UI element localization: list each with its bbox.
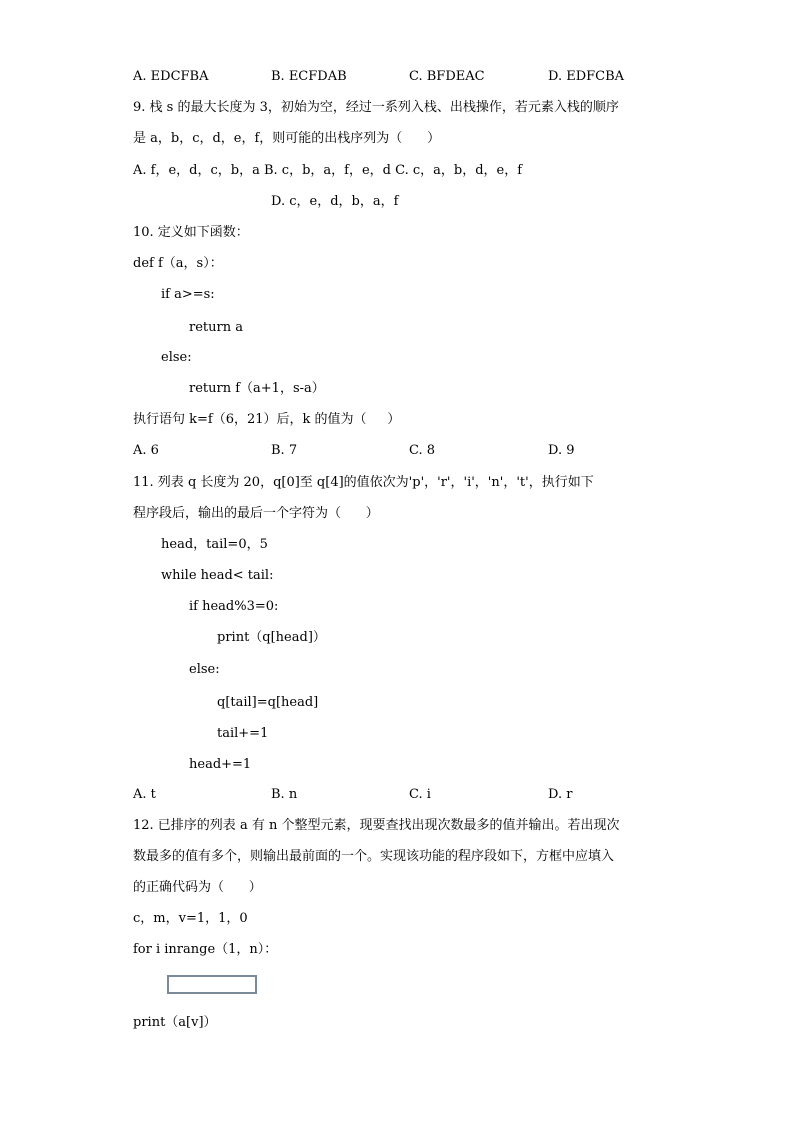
q12-stem-line2: 数最多的值有多个，则输出最前面的一个。实现该功能的程序段如下，方框中应填入 bbox=[133, 849, 615, 864]
q8-option-d: D. EDFCBA bbox=[548, 69, 625, 84]
q10-question: 执行语句 k=f（6，21）后，k 的值为（ ） bbox=[133, 412, 401, 427]
q9-option-d: D. c，e，d，b，a，f bbox=[271, 194, 399, 209]
q11-option-b: B. n bbox=[271, 787, 298, 802]
q10-option-d: D. 9 bbox=[548, 443, 575, 458]
q12-stem-line3: 的正确代码为（ ） bbox=[133, 880, 262, 895]
q11-code-line4: print（q[head]） bbox=[217, 630, 326, 645]
q11-stem-line1: 11. 列表 q 长度为 20，q[0]至 q[4]的值依次为'p'，'r'，'i'，'n'，'t'，执行如下 bbox=[133, 475, 594, 490]
q10-option-a: A. 6 bbox=[133, 443, 159, 458]
q10-stem: 10. 定义如下函数： bbox=[133, 225, 249, 240]
q11-option-a: A. t bbox=[133, 787, 156, 802]
q11-option-c: C. i bbox=[409, 787, 431, 802]
q12-code-line2: for i inrange（1，n）： bbox=[133, 942, 278, 957]
q10-option-b: B. 7 bbox=[271, 443, 298, 458]
q10-option-c: C. 8 bbox=[409, 443, 436, 458]
q11-code-line5: else: bbox=[189, 662, 220, 677]
q12-code-line1: c，m，v=1，1，0 bbox=[133, 911, 248, 926]
q9-stem-line1: 9. 栈 s 的最大长度为 3，初始为空，经过一系列入栈、出栈操作，若元素入栈的顺序 bbox=[133, 100, 619, 115]
q8-option-b: B. ECFDAB bbox=[271, 69, 347, 84]
q10-code-line2: if a>=s: bbox=[161, 287, 215, 302]
q11-code-line6: q[tail]=q[head] bbox=[217, 695, 319, 710]
q9-stem-line2: 是 a，b，c，d，e，f，则可能的出栈序列为（ ） bbox=[133, 131, 441, 146]
answer-blank-box bbox=[167, 975, 257, 994]
q10-code-line4: else: bbox=[161, 350, 192, 365]
q11-code-line1: head，tail=0，5 bbox=[161, 537, 268, 552]
q11-code-line7: tail+=1 bbox=[217, 726, 269, 741]
q10-code-line3: return a bbox=[189, 320, 243, 335]
q10-code-line5: return f（a+1，s-a） bbox=[189, 381, 325, 396]
q10-code-line1: def f（a，s）： bbox=[133, 256, 223, 271]
q8-option-a: A. EDCFBA bbox=[133, 69, 209, 84]
q12-code-line3: print（a[v]） bbox=[133, 1015, 217, 1030]
q8-option-c: C. BFDEAC bbox=[409, 69, 485, 84]
q11-option-d: D. r bbox=[548, 787, 573, 802]
q12-stem-line1: 12. 已排序的列表 a 有 n 个整型元素，现要查找出现次数最多的值并输出。若出现次 bbox=[133, 818, 620, 833]
q11-stem-line2: 程序段后，输出的最后一个字符为（ ） bbox=[133, 506, 379, 521]
q9-options-row1: A. f，e，d，c，b，a B. c，b，a，f，e，d C. c，a，b，d，e，f bbox=[133, 163, 523, 178]
q11-code-line3: if head%3=0: bbox=[189, 599, 279, 614]
q11-code-line8: head+=1 bbox=[189, 757, 252, 772]
q11-code-line2: while head< tail: bbox=[161, 568, 274, 583]
